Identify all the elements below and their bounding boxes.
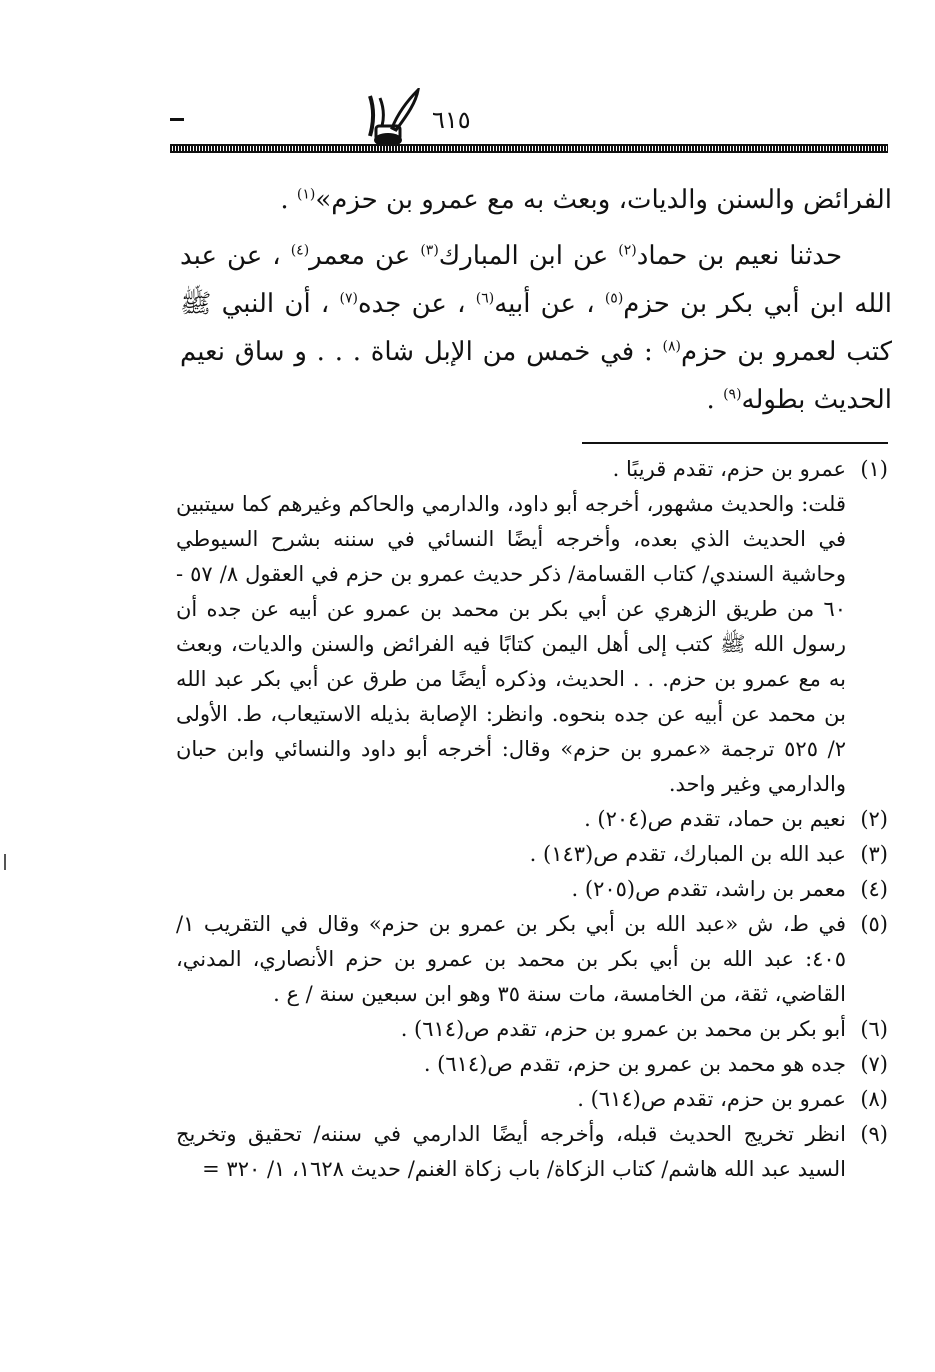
footnote-number: (٢) — [860, 807, 888, 831]
footnote-number: (٩) — [860, 1122, 888, 1146]
footnote-number: (٥) — [860, 912, 888, 936]
text-span: عن معمر — [309, 241, 421, 271]
footnote-text: جده هو محمد بن عمرو بن حزم، تقدم ص(٦١٤) . — [423, 1052, 846, 1076]
footnote-text: عمرو بن حزم، تقدم قريبًا . قلت: والحديث مشهور، أخرجه أبو داود، والدارمي والحاكم وغيرهم كما سيتبين في الحديث الذي بعده، وأخرجه أيضًا النسائي في سننه بشرح السيوطي وحاشية السندي/ كتاب القسامة/ ذكر حديث عمرو بن حزم في العقول ٨/ ٥٧ - ٦٠ من طريق الزهري عن أبي بكر بن محمد بن عمرو عن أبيه عن جده أن رسول الله ﷺ كتب إلى أهل اليمن كتابًا فيه الفرائض والسنن والديات، وبعث به مع عمرو بن حزم. . . الحديث، وذكره أيضًا من طرق عن أبي بكر عبد الله بن محمد عن أبيه عن جده بنحوه. وانظر: الإصابة بذيله الاستيعاب، ط. الأولى ٢/ ٥٢٥ ترجمة «عمرو بن حزم» وقال: أخرجه أبو داود والنسائي وابن حبان والدارمي وغير واحد. — [176, 457, 846, 796]
text-span: ، أن النبي ﷺ كتب لعمرو بن حزم — [180, 289, 892, 367]
footnote-text: نعيم بن حماد، تقدم ص(٢٠٤) . — [584, 807, 846, 831]
footnote-ref-2[interactable]: (٢) — [618, 242, 637, 259]
footnote-number: (٨) — [860, 1087, 888, 1111]
main-line-1-end: . — [280, 185, 297, 215]
text-span: . — [706, 385, 724, 415]
footnote-5 — [176, 907, 888, 1012]
footnote-3 — [176, 837, 888, 872]
text-span: ، عن عبد الله ابن أبي بكر بن حزم — [180, 241, 892, 319]
footnote-ref-6[interactable]: (٦) — [475, 290, 495, 307]
footnote-7 — [176, 1047, 888, 1082]
footnote-ref-8[interactable]: (٨) — [662, 338, 681, 355]
footnote-number: (٤) — [860, 877, 888, 901]
footnote-ref-1[interactable]: (١) — [296, 186, 316, 203]
main-line-1: الفرائض والسنن والديات، وبعث به مع عمرو بن حزم» — [315, 185, 892, 215]
text-span: عن ابن المبارك — [438, 241, 619, 271]
footnote-ref-7[interactable]: (٧) — [339, 290, 358, 307]
footnote-8 — [176, 1082, 888, 1117]
footnote-text: انظر تخريج الحديث قبله، وأخرجه أيضًا الدارمي في سننه/ تحقيق وتخريج السيد عبد الله هاشم/ كتاب الزكاة/ باب زكاة الغنم/ حديث ١٦٢٨، ١/ ٣٢٠ = — [176, 1122, 846, 1181]
page-number: ٦١٥ — [432, 106, 471, 134]
footnote-6 — [176, 1012, 888, 1047]
footnote-ref-3[interactable]: (٣) — [420, 242, 439, 259]
footnote-4 — [176, 872, 888, 907]
header-rule — [170, 144, 888, 153]
page-header — [170, 88, 888, 160]
footnote-text: عبد الله بن المبارك، تقدم ص(١٤٣) . — [529, 842, 846, 866]
text-span: ، عن أبيه — [494, 289, 605, 319]
footnote-number: (٣) — [860, 842, 888, 866]
text-span: حدثنا نعيم بن حماد — [636, 241, 843, 271]
footnote-number: (١) — [860, 457, 888, 481]
text-span: : في خمس من الإبل شاة . . . و ساق نعيم الحديث بطوله — [180, 337, 892, 415]
margin-mark — [4, 854, 6, 870]
footnote-text: في ط، ش «عبد الله بن أبي بكر بن عمرو بن حزم» وقال في التقريب ١/ ٤٠٥: عبد الله بن أبي بكر بن محمد بن عمرو بن حزم الأنصاري، المدني، القاضي، ثقة، من الخامسة، مات سنة ٣٥ وهو ابن سبعين سنة / ع . — [176, 912, 846, 1006]
footnote-1 — [176, 452, 888, 802]
footnote-2 — [176, 802, 888, 837]
footnotes — [176, 452, 888, 1187]
footnote-number: (٦) — [860, 1017, 888, 1041]
main-text — [180, 176, 892, 424]
main-paragraph-1 — [180, 176, 892, 224]
footnote-separator — [582, 442, 888, 444]
main-paragraph-2 — [180, 232, 892, 424]
footnote-9 — [176, 1117, 888, 1187]
footnote-text: عمرو بن حزم، تقدم ص(٦١٤) . — [577, 1087, 846, 1111]
footnote-ref-4[interactable]: (٤) — [290, 242, 310, 259]
footnote-ref-9[interactable]: (٩) — [723, 386, 742, 403]
footnote-ref-5[interactable]: (٥) — [604, 290, 624, 307]
footnote-text: معمر بن راشد، تقدم ص(٢٠٥) . — [571, 877, 846, 901]
text-span: ، عن جده — [358, 289, 476, 319]
footnote-number: (٧) — [860, 1052, 888, 1076]
header-dash — [170, 118, 184, 121]
footnote-text: أبو بكر بن محمد بن عمرو بن حزم، تقدم ص(٦١٤) . — [400, 1017, 846, 1041]
